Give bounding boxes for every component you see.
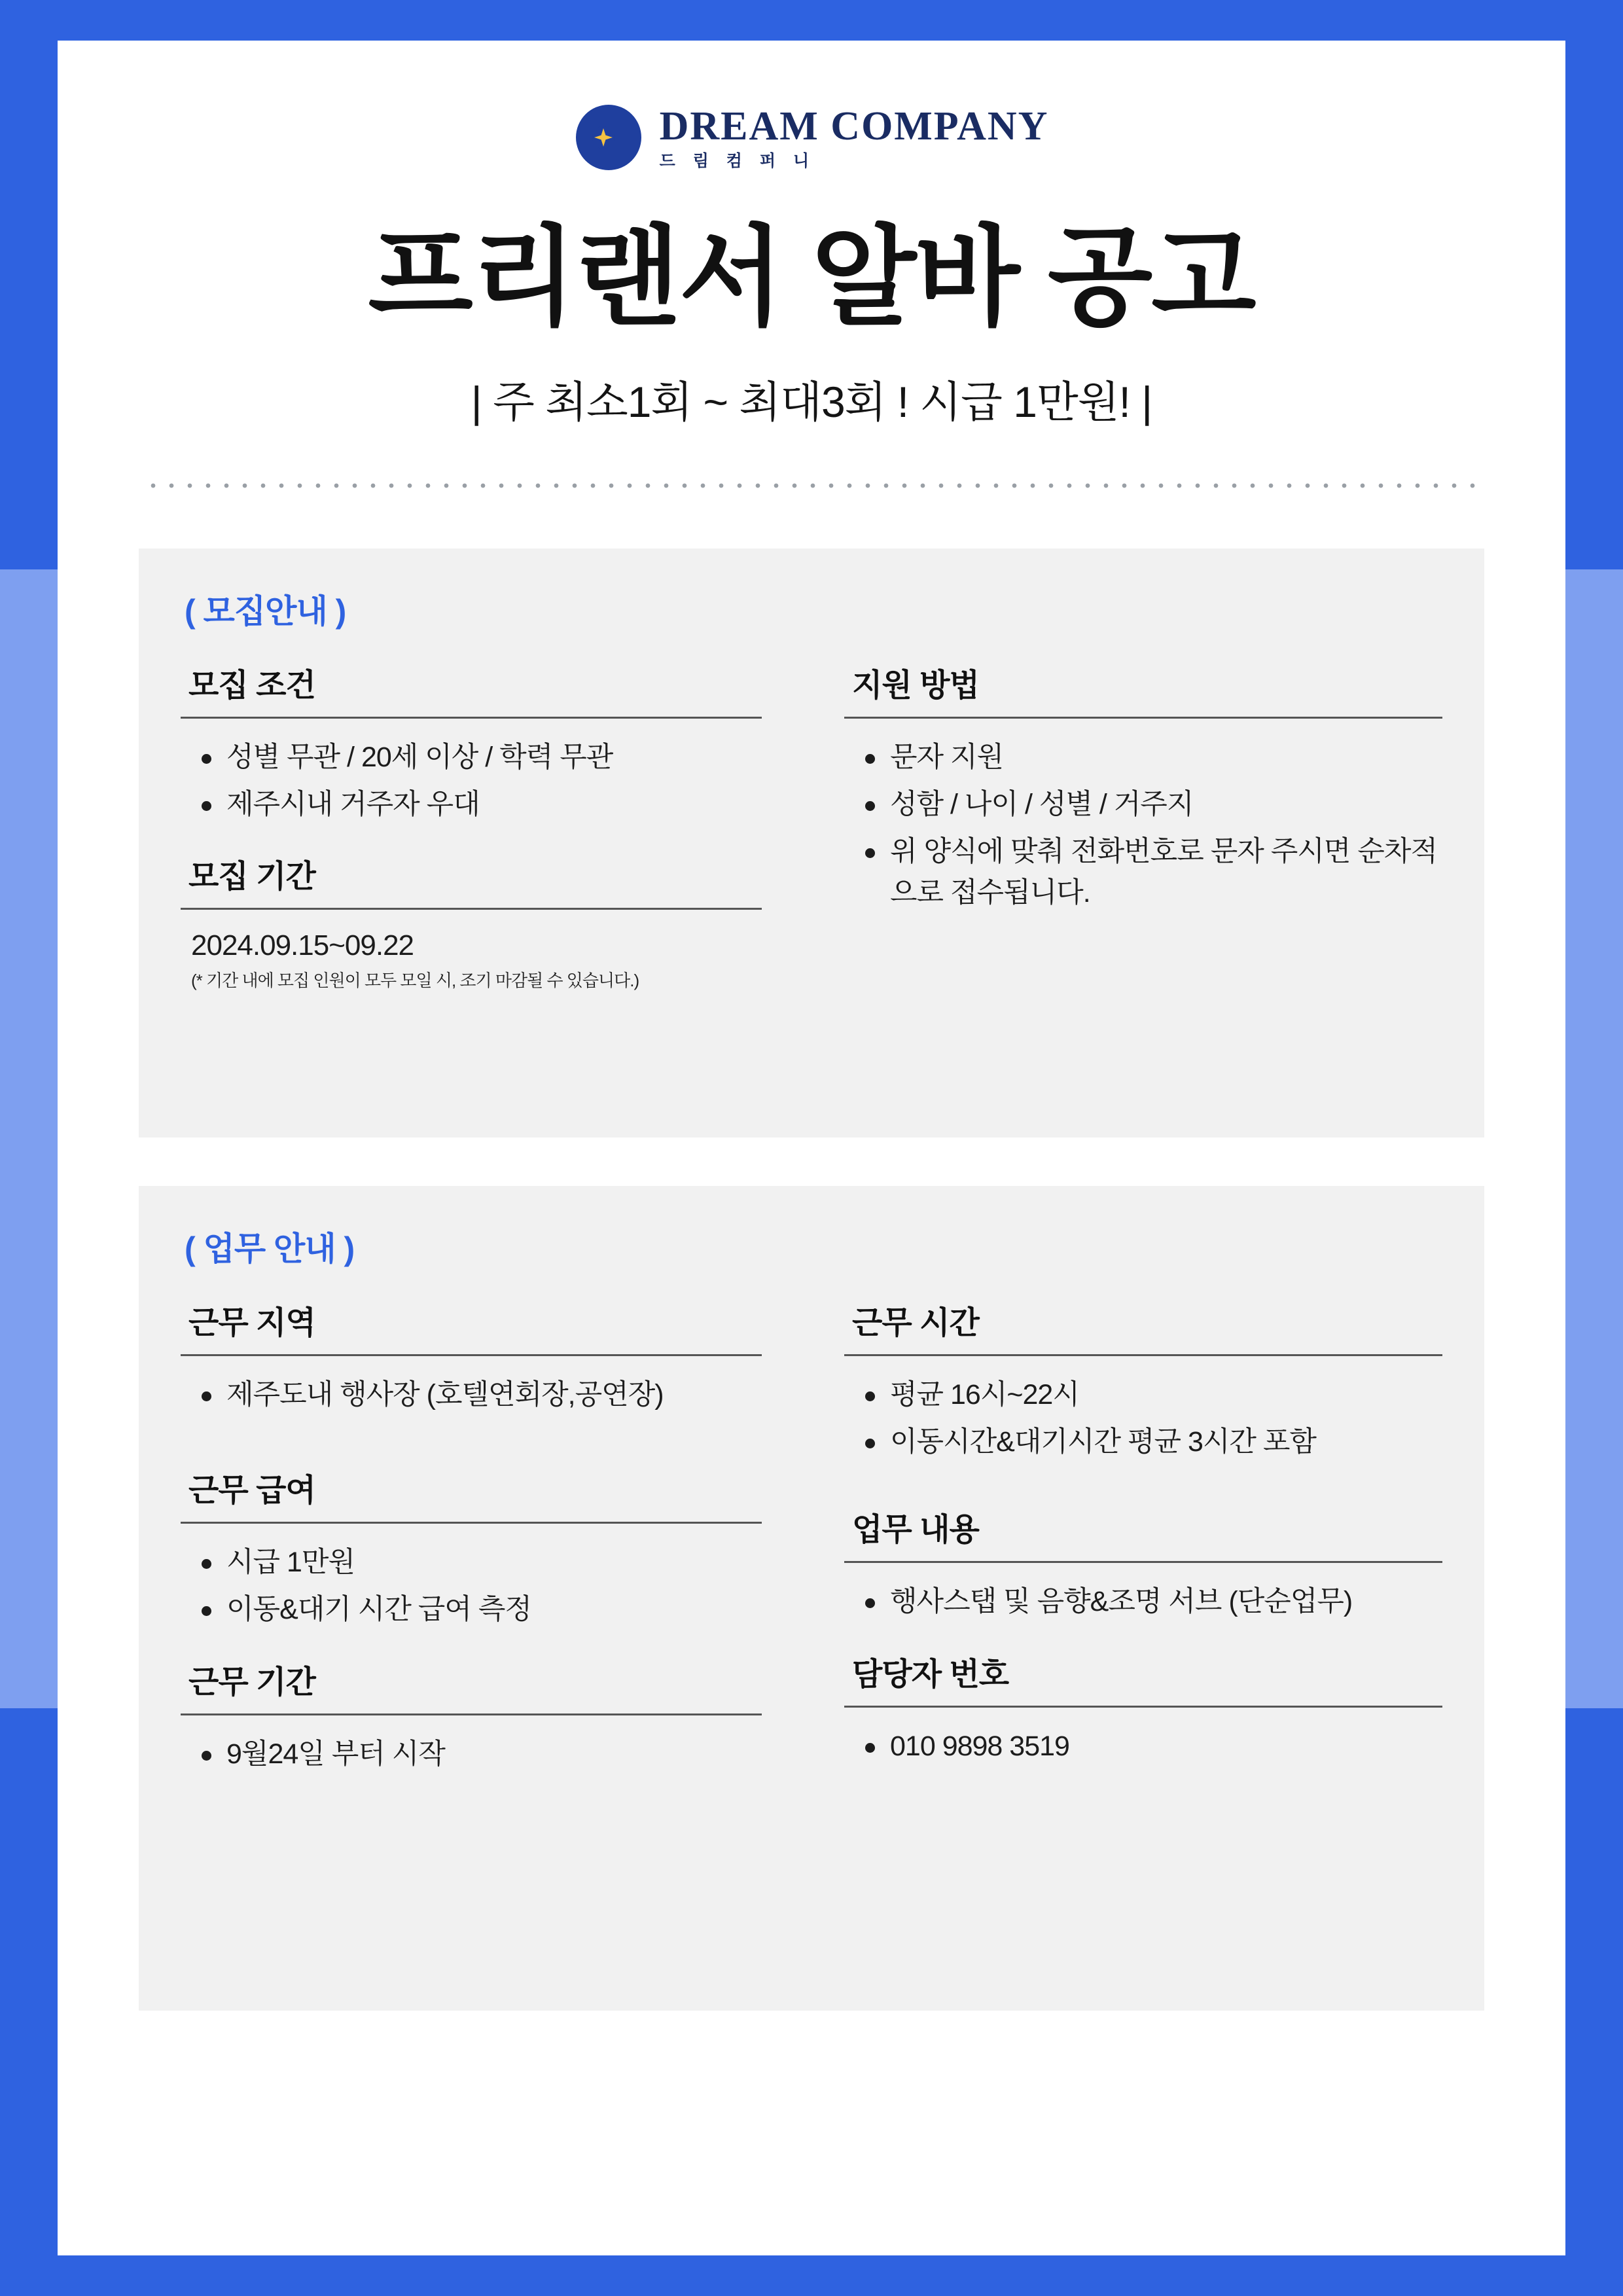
spacer — [181, 831, 762, 851]
bullet-list — [844, 1726, 1442, 1767]
section-heading: 업무 내용 — [852, 1513, 979, 1548]
section-recruit-conditions — [181, 660, 762, 825]
section-heading: 근무 시간 — [852, 1305, 979, 1340]
list-item: 제주도내 행사장 (호텔연회장,공연장) — [226, 1374, 762, 1415]
brand-name: DREAM COMPANY — [659, 103, 1049, 149]
section-work-period — [181, 1657, 762, 1774]
bullet-list — [181, 737, 762, 825]
list-item: 평균 16시~22시 — [890, 1374, 1442, 1415]
section-rule — [181, 1713, 762, 1715]
panel-column-left — [181, 660, 812, 992]
brand-logo — [58, 103, 1565, 171]
section-rule — [181, 1354, 762, 1356]
panel-work-info — [139, 1186, 1484, 2011]
bullet-list — [181, 1734, 762, 1774]
section-heading: 지원 방법 — [852, 668, 979, 703]
list-item: 9월24일 부터 시작 — [226, 1734, 762, 1774]
section-rule — [844, 1706, 1442, 1708]
list-item: 이동시간&대기시간 평균 3시간 포함 — [890, 1422, 1442, 1462]
spacer — [844, 1629, 1442, 1649]
panel-column-right — [812, 660, 1442, 992]
section-work-duties — [844, 1504, 1442, 1622]
section-rule — [181, 1522, 762, 1524]
bullet-list — [844, 737, 1442, 913]
bullet-list — [181, 1542, 762, 1630]
page-subtitle: | 주 최소1회 ~ 최대3회 ! 시급 1만원! | — [471, 377, 1152, 426]
dotted-divider — [144, 483, 1479, 488]
section-heading: 담당자 번호 — [852, 1657, 1009, 1692]
section-rule — [181, 908, 762, 910]
section-heading: 근무 기간 — [188, 1664, 315, 1700]
section-recruit-period — [181, 851, 762, 992]
section-contact — [844, 1649, 1442, 1767]
spacer — [181, 1637, 762, 1657]
panel-column-left — [181, 1297, 812, 1781]
bullet-list — [844, 1581, 1442, 1622]
section-heading: 근무 급여 — [188, 1473, 315, 1508]
section-heading: 모집 기간 — [188, 859, 315, 895]
section-rule — [844, 717, 1442, 719]
list-item: 성별 무관 / 20세 이상 / 학력 무관 — [226, 737, 762, 778]
poster-card — [58, 41, 1565, 2255]
section-rule — [844, 1561, 1442, 1563]
dream-company-emblem-icon — [575, 103, 643, 171]
section-work-hours — [844, 1297, 1442, 1463]
section-rule — [181, 717, 762, 719]
list-item: 성함 / 나이 / 성별 / 거주지 — [890, 784, 1442, 825]
recruit-period-dates: 2024.09.15~09.22 — [191, 929, 414, 962]
section-heading: 근무 지역 — [188, 1305, 315, 1340]
list-item: 행사스탭 및 음향&조명 서브 (단순업무) — [890, 1581, 1442, 1622]
section-heading: 모집 조건 — [188, 668, 315, 703]
brand-wordmark — [659, 103, 1049, 170]
section-work-area — [181, 1297, 762, 1415]
panel-title: ( 모집안내 ) — [185, 592, 346, 630]
list-item: 위 양식에 맞춰 전화번호로 문자 주시면 순차적으로 접수됩니다. — [890, 831, 1442, 913]
bullet-list — [181, 1374, 762, 1415]
page-title: 프리랜서 알바 공고 — [368, 217, 1255, 338]
spacer — [181, 1422, 762, 1465]
list-item: 시급 1만원 — [226, 1542, 762, 1583]
spacer — [844, 1469, 1442, 1504]
list-item: 제주시내 거주자 우대 — [226, 784, 762, 825]
panel-column-right — [812, 1297, 1442, 1781]
panel-recruitment-info — [139, 548, 1484, 1138]
section-work-pay — [181, 1465, 762, 1630]
list-item: 문자 지원 — [890, 737, 1442, 778]
list-item: 이동&대기 시간 급여 측정 — [226, 1589, 762, 1630]
section-apply-method — [844, 660, 1442, 913]
section-rule — [844, 1354, 1442, 1356]
contact-phone-number[interactable]: 010 9898 3519 — [890, 1726, 1442, 1767]
panel-title: ( 업무 안내 ) — [185, 1230, 355, 1267]
bullet-list — [844, 1374, 1442, 1463]
recruit-period-note: (* 기간 내에 모집 인원이 모두 모일 시, 조기 마감될 수 있습니다.) — [191, 971, 639, 991]
brand-name-korean: 드 림 컴 퍼 니 — [659, 151, 816, 170]
